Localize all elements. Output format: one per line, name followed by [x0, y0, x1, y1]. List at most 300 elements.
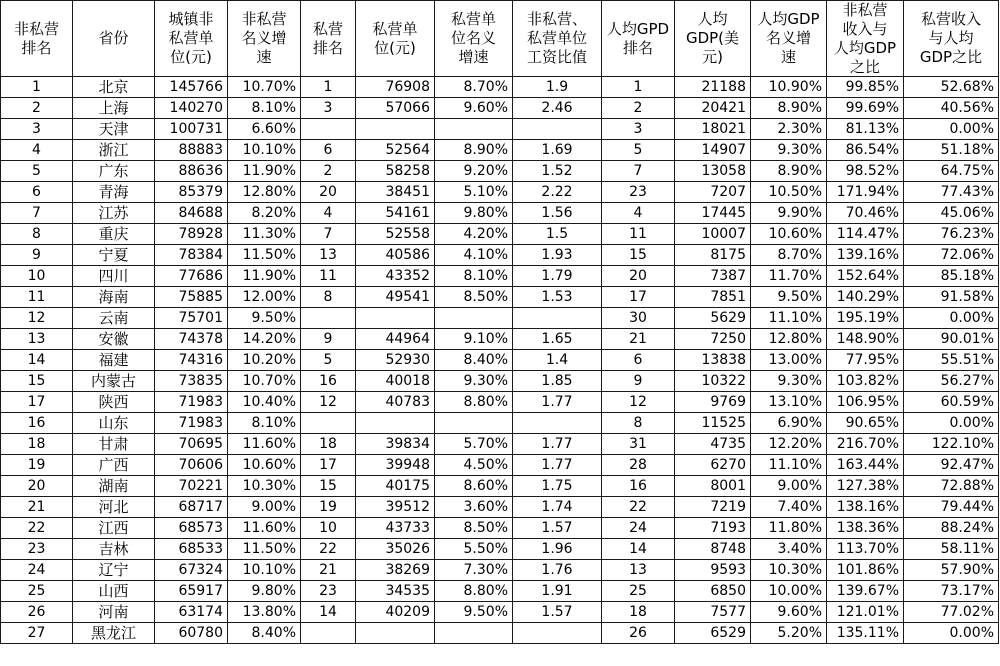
cell-gdp-growth[interactable]: 9.30% — [751, 371, 827, 392]
cell-gdp-rank[interactable]: 17 — [602, 287, 675, 308]
cell-nonprivate-wage[interactable]: 65917 — [155, 581, 228, 602]
cell-gdp-growth[interactable]: 10.30% — [751, 560, 827, 581]
cell-private-wage[interactable]: 38269 — [356, 560, 435, 581]
header-private-growth[interactable] — [435, 1, 513, 77]
cell-private-rank[interactable]: 8 — [301, 287, 356, 308]
cell-gdp-rank[interactable]: 1 — [602, 77, 675, 98]
cell-nonprivate-rank[interactable]: 21 — [1, 497, 73, 518]
cell-province[interactable]: 甘肃 — [73, 434, 155, 455]
cell-gdp-per-capita[interactable]: 6270 — [675, 455, 751, 476]
cell-nonprivate-rank[interactable]: 22 — [1, 518, 73, 539]
cell-private-growth[interactable]: 4.10% — [435, 245, 513, 266]
cell-nonprivate-gdp-ratio[interactable]: 216.70% — [827, 434, 904, 455]
cell-gdp-growth[interactable]: 11.10% — [751, 455, 827, 476]
cell-private-wage[interactable]: 39512 — [356, 497, 435, 518]
cell-nonprivate-wage[interactable]: 70221 — [155, 476, 228, 497]
cell-private-rank[interactable] — [301, 308, 356, 329]
cell-private-wage[interactable]: 43733 — [356, 518, 435, 539]
cell-private-growth[interactable]: 5.70% — [435, 434, 513, 455]
cell-wage-ratio[interactable]: 1.9 — [513, 77, 602, 98]
cell-gdp-per-capita[interactable]: 7207 — [675, 182, 751, 203]
cell-private-gdp-ratio[interactable]: 58.11% — [904, 539, 999, 560]
cell-nonprivate-rank[interactable]: 23 — [1, 539, 73, 560]
cell-province[interactable]: 浙江 — [73, 140, 155, 161]
cell-private-wage[interactable]: 54161 — [356, 203, 435, 224]
cell-wage-ratio[interactable]: 1.96 — [513, 539, 602, 560]
cell-nonprivate-growth[interactable]: 9.50% — [228, 308, 301, 329]
cell-gdp-growth[interactable]: 7.40% — [751, 497, 827, 518]
cell-private-gdp-ratio[interactable]: 45.06% — [904, 203, 999, 224]
cell-private-wage[interactable]: 52930 — [356, 350, 435, 371]
cell-gdp-rank[interactable]: 15 — [602, 245, 675, 266]
cell-private-rank[interactable]: 1 — [301, 77, 356, 98]
cell-gdp-rank[interactable]: 13 — [602, 560, 675, 581]
cell-private-gdp-ratio[interactable]: 57.90% — [904, 560, 999, 581]
cell-nonprivate-growth[interactable]: 10.10% — [228, 140, 301, 161]
cell-private-rank[interactable]: 22 — [301, 539, 356, 560]
cell-private-rank[interactable]: 14 — [301, 602, 356, 623]
cell-gdp-growth[interactable]: 11.70% — [751, 266, 827, 287]
cell-nonprivate-rank[interactable]: 24 — [1, 560, 73, 581]
cell-private-wage[interactable]: 49541 — [356, 287, 435, 308]
cell-nonprivate-rank[interactable]: 11 — [1, 287, 73, 308]
cell-nonprivate-rank[interactable]: 10 — [1, 266, 73, 287]
cell-gdp-growth[interactable]: 10.00% — [751, 581, 827, 602]
cell-gdp-growth[interactable]: 10.60% — [751, 224, 827, 245]
cell-nonprivate-wage[interactable]: 70695 — [155, 434, 228, 455]
cell-private-wage[interactable]: 39834 — [356, 434, 435, 455]
cell-private-growth[interactable] — [435, 119, 513, 140]
cell-nonprivate-gdp-ratio[interactable]: 81.13% — [827, 119, 904, 140]
cell-private-wage[interactable]: 57066 — [356, 98, 435, 119]
cell-province[interactable]: 海南 — [73, 287, 155, 308]
header-nonprivate-gdp-ratio[interactable] — [827, 1, 904, 77]
cell-private-gdp-ratio[interactable]: 64.75% — [904, 161, 999, 182]
cell-gdp-growth[interactable]: 9.00% — [751, 476, 827, 497]
cell-nonprivate-wage[interactable]: 68533 — [155, 539, 228, 560]
header-private-rank[interactable] — [301, 1, 356, 77]
cell-gdp-rank[interactable]: 3 — [602, 119, 675, 140]
cell-wage-ratio[interactable]: 1.56 — [513, 203, 602, 224]
cell-wage-ratio[interactable]: 1.75 — [513, 476, 602, 497]
cell-gdp-rank[interactable]: 28 — [602, 455, 675, 476]
cell-nonprivate-gdp-ratio[interactable]: 113.70% — [827, 539, 904, 560]
cell-nonprivate-gdp-ratio[interactable]: 139.67% — [827, 581, 904, 602]
cell-gdp-rank[interactable]: 8 — [602, 413, 675, 434]
cell-private-wage[interactable]: 52558 — [356, 224, 435, 245]
cell-private-gdp-ratio[interactable]: 122.10% — [904, 434, 999, 455]
cell-nonprivate-rank[interactable]: 15 — [1, 371, 73, 392]
cell-nonprivate-growth[interactable]: 8.40% — [228, 623, 301, 644]
cell-private-growth[interactable]: 4.20% — [435, 224, 513, 245]
cell-province[interactable]: 湖南 — [73, 476, 155, 497]
header-gdp-rank[interactable] — [602, 1, 675, 77]
cell-nonprivate-growth[interactable]: 11.30% — [228, 224, 301, 245]
cell-private-wage[interactable]: 35026 — [356, 539, 435, 560]
cell-gdp-rank[interactable]: 24 — [602, 518, 675, 539]
cell-wage-ratio[interactable]: 1.5 — [513, 224, 602, 245]
cell-wage-ratio[interactable]: 1.77 — [513, 434, 602, 455]
cell-nonprivate-rank[interactable]: 5 — [1, 161, 73, 182]
cell-gdp-per-capita[interactable]: 7387 — [675, 266, 751, 287]
cell-nonprivate-growth[interactable]: 10.40% — [228, 392, 301, 413]
cell-nonprivate-growth[interactable]: 11.90% — [228, 161, 301, 182]
cell-province[interactable]: 北京 — [73, 77, 155, 98]
cell-nonprivate-wage[interactable]: 75701 — [155, 308, 228, 329]
cell-wage-ratio[interactable] — [513, 119, 602, 140]
cell-private-rank[interactable]: 20 — [301, 182, 356, 203]
cell-private-gdp-ratio[interactable]: 91.58% — [904, 287, 999, 308]
cell-private-growth[interactable]: 8.80% — [435, 392, 513, 413]
cell-nonprivate-wage[interactable]: 68717 — [155, 497, 228, 518]
cell-province[interactable]: 河南 — [73, 602, 155, 623]
cell-province[interactable]: 上海 — [73, 98, 155, 119]
cell-wage-ratio[interactable]: 1.57 — [513, 602, 602, 623]
cell-province[interactable]: 陕西 — [73, 392, 155, 413]
cell-private-wage[interactable]: 38451 — [356, 182, 435, 203]
cell-nonprivate-rank[interactable]: 18 — [1, 434, 73, 455]
cell-gdp-rank[interactable]: 20 — [602, 266, 675, 287]
cell-private-rank[interactable]: 4 — [301, 203, 356, 224]
cell-gdp-rank[interactable]: 14 — [602, 539, 675, 560]
cell-private-wage[interactable]: 44964 — [356, 329, 435, 350]
cell-gdp-per-capita[interactable]: 6850 — [675, 581, 751, 602]
cell-nonprivate-gdp-ratio[interactable]: 152.64% — [827, 266, 904, 287]
cell-nonprivate-rank[interactable]: 1 — [1, 77, 73, 98]
cell-private-gdp-ratio[interactable]: 0.00% — [904, 623, 999, 644]
cell-private-gdp-ratio[interactable]: 72.06% — [904, 245, 999, 266]
cell-gdp-growth[interactable]: 9.30% — [751, 140, 827, 161]
cell-nonprivate-growth[interactable]: 6.60% — [228, 119, 301, 140]
cell-nonprivate-wage[interactable]: 78384 — [155, 245, 228, 266]
cell-gdp-growth[interactable]: 8.90% — [751, 98, 827, 119]
cell-gdp-rank[interactable]: 26 — [602, 623, 675, 644]
cell-province[interactable]: 辽宁 — [73, 560, 155, 581]
cell-nonprivate-growth[interactable]: 10.30% — [228, 476, 301, 497]
cell-private-gdp-ratio[interactable]: 90.01% — [904, 329, 999, 350]
cell-province[interactable]: 黑龙江 — [73, 623, 155, 644]
cell-nonprivate-gdp-ratio[interactable]: 90.65% — [827, 413, 904, 434]
cell-nonprivate-wage[interactable]: 71983 — [155, 413, 228, 434]
cell-gdp-rank[interactable]: 31 — [602, 434, 675, 455]
cell-wage-ratio[interactable] — [513, 623, 602, 644]
cell-gdp-per-capita[interactable]: 13058 — [675, 161, 751, 182]
cell-private-wage[interactable]: 43352 — [356, 266, 435, 287]
cell-nonprivate-gdp-ratio[interactable]: 70.46% — [827, 203, 904, 224]
cell-nonprivate-wage[interactable]: 88636 — [155, 161, 228, 182]
cell-private-rank[interactable]: 7 — [301, 224, 356, 245]
cell-gdp-growth[interactable]: 11.80% — [751, 518, 827, 539]
cell-province[interactable]: 吉林 — [73, 539, 155, 560]
cell-private-gdp-ratio[interactable]: 52.68% — [904, 77, 999, 98]
cell-gdp-rank[interactable]: 7 — [602, 161, 675, 182]
cell-gdp-per-capita[interactable]: 13838 — [675, 350, 751, 371]
cell-wage-ratio[interactable]: 1.57 — [513, 518, 602, 539]
cell-nonprivate-growth[interactable]: 8.20% — [228, 203, 301, 224]
cell-nonprivate-wage[interactable]: 63174 — [155, 602, 228, 623]
cell-gdp-per-capita[interactable]: 4735 — [675, 434, 751, 455]
cell-nonprivate-growth[interactable]: 11.60% — [228, 518, 301, 539]
cell-nonprivate-gdp-ratio[interactable]: 135.11% — [827, 623, 904, 644]
cell-gdp-growth[interactable]: 12.20% — [751, 434, 827, 455]
cell-province[interactable]: 内蒙古 — [73, 371, 155, 392]
header-wage-ratio[interactable] — [513, 1, 602, 77]
header-private-gdp-ratio[interactable] — [904, 1, 999, 77]
cell-private-growth[interactable]: 8.40% — [435, 350, 513, 371]
cell-private-growth[interactable]: 8.50% — [435, 287, 513, 308]
cell-wage-ratio[interactable]: 1.85 — [513, 371, 602, 392]
cell-private-gdp-ratio[interactable]: 40.56% — [904, 98, 999, 119]
cell-gdp-growth[interactable]: 10.50% — [751, 182, 827, 203]
cell-province[interactable]: 河北 — [73, 497, 155, 518]
cell-private-rank[interactable]: 23 — [301, 581, 356, 602]
cell-province[interactable]: 山东 — [73, 413, 155, 434]
cell-province[interactable]: 江西 — [73, 518, 155, 539]
cell-gdp-per-capita[interactable]: 9593 — [675, 560, 751, 581]
cell-nonprivate-gdp-ratio[interactable]: 171.94% — [827, 182, 904, 203]
cell-gdp-per-capita[interactable]: 7250 — [675, 329, 751, 350]
cell-gdp-per-capita[interactable]: 7219 — [675, 497, 751, 518]
cell-private-rank[interactable]: 21 — [301, 560, 356, 581]
cell-gdp-per-capita[interactable]: 5629 — [675, 308, 751, 329]
cell-wage-ratio[interactable]: 1.69 — [513, 140, 602, 161]
cell-nonprivate-wage[interactable]: 140270 — [155, 98, 228, 119]
cell-nonprivate-gdp-ratio[interactable]: 101.86% — [827, 560, 904, 581]
cell-private-wage[interactable]: 40175 — [356, 476, 435, 497]
cell-province[interactable]: 四川 — [73, 266, 155, 287]
cell-nonprivate-rank[interactable]: 3 — [1, 119, 73, 140]
cell-province[interactable]: 重庆 — [73, 224, 155, 245]
cell-private-growth[interactable]: 4.50% — [435, 455, 513, 476]
cell-private-gdp-ratio[interactable]: 79.44% — [904, 497, 999, 518]
cell-nonprivate-rank[interactable]: 25 — [1, 581, 73, 602]
cell-private-gdp-ratio[interactable]: 85.18% — [904, 266, 999, 287]
cell-private-wage[interactable]: 40018 — [356, 371, 435, 392]
cell-private-gdp-ratio[interactable]: 92.47% — [904, 455, 999, 476]
cell-private-rank[interactable]: 17 — [301, 455, 356, 476]
cell-nonprivate-growth[interactable]: 13.80% — [228, 602, 301, 623]
cell-nonprivate-wage[interactable]: 145766 — [155, 77, 228, 98]
cell-nonprivate-gdp-ratio[interactable]: 139.16% — [827, 245, 904, 266]
cell-private-rank[interactable]: 16 — [301, 371, 356, 392]
cell-gdp-rank[interactable]: 4 — [602, 203, 675, 224]
cell-private-gdp-ratio[interactable]: 72.88% — [904, 476, 999, 497]
cell-nonprivate-gdp-ratio[interactable]: 99.69% — [827, 98, 904, 119]
cell-nonprivate-wage[interactable]: 60780 — [155, 623, 228, 644]
cell-gdp-growth[interactable]: 8.70% — [751, 245, 827, 266]
cell-wage-ratio[interactable]: 1.52 — [513, 161, 602, 182]
cell-province[interactable]: 广东 — [73, 161, 155, 182]
cell-gdp-rank[interactable]: 6 — [602, 350, 675, 371]
cell-private-growth[interactable]: 5.50% — [435, 539, 513, 560]
cell-gdp-per-capita[interactable]: 9769 — [675, 392, 751, 413]
cell-province[interactable]: 天津 — [73, 119, 155, 140]
cell-private-growth[interactable]: 5.10% — [435, 182, 513, 203]
cell-gdp-per-capita[interactable]: 14907 — [675, 140, 751, 161]
cell-wage-ratio[interactable]: 2.46 — [513, 98, 602, 119]
cell-nonprivate-rank[interactable]: 20 — [1, 476, 73, 497]
cell-gdp-per-capita[interactable]: 7193 — [675, 518, 751, 539]
cell-private-growth[interactable]: 8.80% — [435, 581, 513, 602]
cell-nonprivate-gdp-ratio[interactable]: 140.29% — [827, 287, 904, 308]
cell-private-growth[interactable]: 8.90% — [435, 140, 513, 161]
cell-gdp-rank[interactable]: 2 — [602, 98, 675, 119]
cell-nonprivate-growth[interactable]: 8.10% — [228, 98, 301, 119]
cell-nonprivate-gdp-ratio[interactable]: 99.85% — [827, 77, 904, 98]
cell-private-growth[interactable]: 9.10% — [435, 329, 513, 350]
cell-private-rank[interactable]: 18 — [301, 434, 356, 455]
cell-gdp-per-capita[interactable]: 11525 — [675, 413, 751, 434]
cell-private-wage[interactable]: 39948 — [356, 455, 435, 476]
cell-private-gdp-ratio[interactable]: 56.27% — [904, 371, 999, 392]
cell-private-rank[interactable]: 11 — [301, 266, 356, 287]
cell-nonprivate-wage[interactable]: 74378 — [155, 329, 228, 350]
cell-gdp-per-capita[interactable]: 8748 — [675, 539, 751, 560]
cell-nonprivate-wage[interactable]: 100731 — [155, 119, 228, 140]
cell-nonprivate-rank[interactable]: 26 — [1, 602, 73, 623]
cell-nonprivate-gdp-ratio[interactable]: 121.01% — [827, 602, 904, 623]
cell-private-wage[interactable]: 34535 — [356, 581, 435, 602]
cell-private-wage[interactable]: 58258 — [356, 161, 435, 182]
cell-private-wage[interactable] — [356, 119, 435, 140]
cell-gdp-per-capita[interactable]: 7851 — [675, 287, 751, 308]
header-province[interactable] — [73, 1, 155, 77]
cell-nonprivate-growth[interactable]: 11.50% — [228, 245, 301, 266]
cell-wage-ratio[interactable]: 1.53 — [513, 287, 602, 308]
cell-nonprivate-rank[interactable]: 17 — [1, 392, 73, 413]
cell-gdp-growth[interactable]: 8.90% — [751, 161, 827, 182]
cell-gdp-growth[interactable]: 6.90% — [751, 413, 827, 434]
cell-nonprivate-rank[interactable]: 2 — [1, 98, 73, 119]
cell-private-gdp-ratio[interactable]: 73.17% — [904, 581, 999, 602]
cell-nonprivate-wage[interactable]: 75885 — [155, 287, 228, 308]
cell-wage-ratio[interactable]: 1.93 — [513, 245, 602, 266]
cell-private-gdp-ratio[interactable]: 0.00% — [904, 308, 999, 329]
cell-private-wage[interactable]: 40209 — [356, 602, 435, 623]
cell-gdp-per-capita[interactable]: 17445 — [675, 203, 751, 224]
cell-gdp-rank[interactable]: 30 — [602, 308, 675, 329]
cell-gdp-growth[interactable]: 9.50% — [751, 287, 827, 308]
cell-nonprivate-growth[interactable]: 10.60% — [228, 455, 301, 476]
header-nonprivate-growth[interactable] — [228, 1, 301, 77]
cell-private-rank[interactable]: 2 — [301, 161, 356, 182]
cell-gdp-rank[interactable]: 18 — [602, 602, 675, 623]
cell-nonprivate-growth[interactable]: 10.70% — [228, 371, 301, 392]
cell-private-rank[interactable] — [301, 119, 356, 140]
cell-wage-ratio[interactable]: 1.79 — [513, 266, 602, 287]
cell-gdp-per-capita[interactable]: 20421 — [675, 98, 751, 119]
cell-nonprivate-wage[interactable]: 78928 — [155, 224, 228, 245]
cell-nonprivate-wage[interactable]: 84688 — [155, 203, 228, 224]
cell-nonprivate-gdp-ratio[interactable]: 86.54% — [827, 140, 904, 161]
cell-nonprivate-growth[interactable]: 14.20% — [228, 329, 301, 350]
cell-nonprivate-rank[interactable]: 7 — [1, 203, 73, 224]
cell-nonprivate-growth[interactable]: 11.90% — [228, 266, 301, 287]
cell-nonprivate-gdp-ratio[interactable]: 98.52% — [827, 161, 904, 182]
cell-gdp-per-capita[interactable]: 10007 — [675, 224, 751, 245]
cell-gdp-growth[interactable]: 11.10% — [751, 308, 827, 329]
cell-private-growth[interactable] — [435, 623, 513, 644]
cell-wage-ratio[interactable]: 1.77 — [513, 455, 602, 476]
cell-wage-ratio[interactable] — [513, 413, 602, 434]
cell-private-wage[interactable]: 52564 — [356, 140, 435, 161]
cell-gdp-growth[interactable]: 5.20% — [751, 623, 827, 644]
cell-private-gdp-ratio[interactable]: 51.18% — [904, 140, 999, 161]
cell-private-rank[interactable]: 12 — [301, 392, 356, 413]
cell-private-rank[interactable]: 19 — [301, 497, 356, 518]
cell-nonprivate-gdp-ratio[interactable]: 103.82% — [827, 371, 904, 392]
cell-wage-ratio[interactable]: 1.77 — [513, 392, 602, 413]
cell-private-growth[interactable] — [435, 413, 513, 434]
cell-gdp-per-capita[interactable]: 7577 — [675, 602, 751, 623]
cell-private-gdp-ratio[interactable]: 77.43% — [904, 182, 999, 203]
cell-gdp-rank[interactable]: 5 — [602, 140, 675, 161]
cell-private-rank[interactable] — [301, 413, 356, 434]
cell-gdp-rank[interactable]: 11 — [602, 224, 675, 245]
cell-nonprivate-gdp-ratio[interactable]: 195.19% — [827, 308, 904, 329]
cell-nonprivate-wage[interactable]: 68573 — [155, 518, 228, 539]
cell-gdp-rank[interactable]: 23 — [602, 182, 675, 203]
cell-nonprivate-growth[interactable]: 10.20% — [228, 350, 301, 371]
cell-nonprivate-rank[interactable]: 12 — [1, 308, 73, 329]
cell-private-rank[interactable]: 6 — [301, 140, 356, 161]
cell-wage-ratio[interactable]: 1.91 — [513, 581, 602, 602]
cell-nonprivate-growth[interactable]: 8.10% — [228, 413, 301, 434]
cell-private-wage[interactable] — [356, 413, 435, 434]
cell-private-rank[interactable]: 15 — [301, 476, 356, 497]
cell-private-growth[interactable]: 9.30% — [435, 371, 513, 392]
cell-nonprivate-gdp-ratio[interactable]: 106.95% — [827, 392, 904, 413]
cell-nonprivate-rank[interactable]: 19 — [1, 455, 73, 476]
cell-private-rank[interactable]: 3 — [301, 98, 356, 119]
cell-nonprivate-gdp-ratio[interactable]: 148.90% — [827, 329, 904, 350]
cell-private-wage[interactable]: 40783 — [356, 392, 435, 413]
cell-private-growth[interactable]: 8.60% — [435, 476, 513, 497]
cell-private-growth[interactable]: 9.50% — [435, 602, 513, 623]
cell-gdp-growth[interactable]: 3.40% — [751, 539, 827, 560]
cell-nonprivate-wage[interactable]: 74316 — [155, 350, 228, 371]
header-private-wage[interactable] — [356, 1, 435, 77]
cell-nonprivate-growth[interactable]: 10.10% — [228, 560, 301, 581]
cell-gdp-per-capita[interactable]: 10322 — [675, 371, 751, 392]
cell-private-gdp-ratio[interactable]: 77.02% — [904, 602, 999, 623]
cell-gdp-per-capita[interactable]: 8175 — [675, 245, 751, 266]
cell-nonprivate-rank[interactable]: 16 — [1, 413, 73, 434]
cell-private-growth[interactable]: 8.70% — [435, 77, 513, 98]
cell-gdp-growth[interactable]: 13.10% — [751, 392, 827, 413]
cell-nonprivate-wage[interactable]: 85379 — [155, 182, 228, 203]
cell-nonprivate-rank[interactable]: 9 — [1, 245, 73, 266]
header-nonprivate-rank[interactable] — [1, 1, 73, 77]
cell-province[interactable]: 山西 — [73, 581, 155, 602]
cell-private-growth[interactable]: 9.60% — [435, 98, 513, 119]
cell-private-gdp-ratio[interactable]: 60.59% — [904, 392, 999, 413]
cell-wage-ratio[interactable]: 1.74 — [513, 497, 602, 518]
cell-private-gdp-ratio[interactable]: 55.51% — [904, 350, 999, 371]
cell-gdp-per-capita[interactable]: 6529 — [675, 623, 751, 644]
cell-private-growth[interactable]: 3.60% — [435, 497, 513, 518]
cell-nonprivate-growth[interactable]: 12.00% — [228, 287, 301, 308]
cell-private-gdp-ratio[interactable]: 0.00% — [904, 413, 999, 434]
cell-gdp-rank[interactable]: 9 — [602, 371, 675, 392]
cell-gdp-growth[interactable]: 2.30% — [751, 119, 827, 140]
cell-private-growth[interactable]: 9.20% — [435, 161, 513, 182]
cell-nonprivate-growth[interactable]: 9.80% — [228, 581, 301, 602]
cell-wage-ratio[interactable]: 2.22 — [513, 182, 602, 203]
cell-province[interactable]: 云南 — [73, 308, 155, 329]
cell-private-growth[interactable]: 8.10% — [435, 266, 513, 287]
cell-nonprivate-gdp-ratio[interactable]: 114.47% — [827, 224, 904, 245]
